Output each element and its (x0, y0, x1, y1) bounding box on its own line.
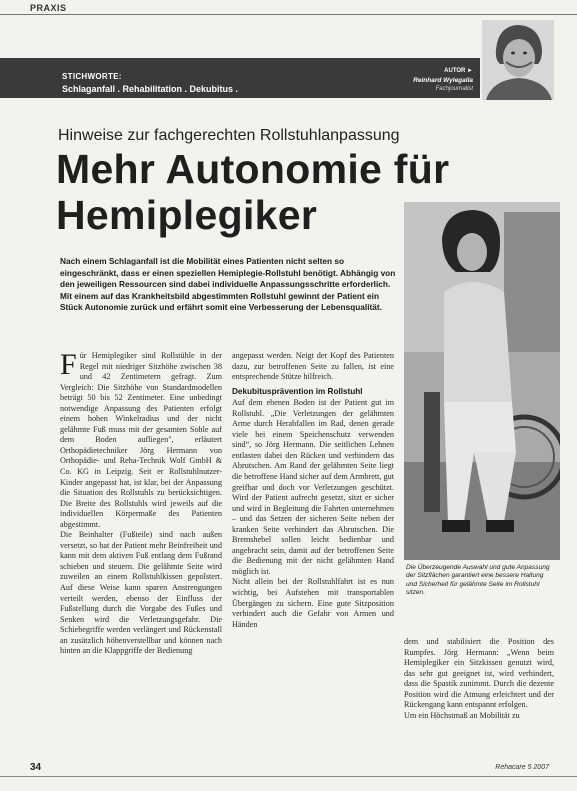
paragraph: dem und stabilisiert die Position des Rumpfes. Jörg Hermann: „Wenn beim Hemiplegiker ein Sitzkissen genutzt wird, das sehr gut geeignet ist, wird verhindert, dass die Spastik zunimmt. Durch die dezente Position wird die Atmung erleichtert und der Rückengang kann entspannt erfolgen. (404, 637, 554, 710)
paragraph: Die Beinhalter (Fußteile) sind nach außen versetzt, so hat der Patient mehr Beinfreiheit und kann mit dem aktiven Fuß entlang dem Fußrand schieben und steuern. Die gelähmte Seite wird zuweilen an einem Rollstuhlkissen gepolstert. Auf diese Weise kann sparen Anstrengungen verteilt werden, ebenso der Einfluss der Fußstellung durch die Vorgabe des Fußes und Senken wird die Verletzungsgefahr. Die Schiebegriffe werden verlängert und Rückenstall an zusätzlich höhenverstellbar und können nach hinten an die Klappgriffe der Bedienung (60, 530, 222, 656)
body-column-3 (404, 637, 554, 721)
photo-caption: Die Überzeugende Auswahl und gute Anpassung der Sitzflächen garantiert eine bessere Haltung und Sicherheit für gelähmte Seite im Rollstuhl sitzen. (406, 564, 550, 597)
author-label: AUTOR ► (444, 68, 473, 74)
author-role: Fachjournalist (435, 86, 473, 92)
paragraph (60, 348, 222, 530)
headline-line-1: Mehr Autonomie für (56, 146, 450, 192)
paragraph: angepasst werden. Neigt der Kopf des Patienten dazu, zur betroffenen Seite zu fallen, ist eine entsprechende Stütze hilfreich. (232, 351, 394, 382)
body-column-2 (232, 351, 394, 630)
page-number: 34 (30, 762, 42, 773)
body-column-1 (60, 348, 222, 657)
keywords-title: STICHWORTE: (62, 72, 122, 81)
section-label: PRAXIS (30, 3, 67, 13)
subheading: Dekubitusprävention im Rollstuhl (232, 386, 363, 396)
paragraph-text: ür Hemiplegiker sind Rollstühle in der Regel mit niedriger Sitzhöhe zwischen 38 und 42 Zentimetern gefragt. Zum Vergleich: Die Sitzhöhe von Standardmodellen beträgt 50 bis 52 Zentimeter. Eine unbedingt notwendige Anpassung des Patienten erfolgt einem hohen Winkelradius und der nicht gelähmte Fuß muss mit der gesamten Sohle auf dem Boden aufliegen", erläutert Orthopädietechniker Jörg Hermann von Orthopädie- und Reha-Technik Wolf GmbH & Co. KG in Leipzig. Seit er Rollstuhlnutzer-Kinder angepasst hat, ist klar, bei der Anpassung die Situation des Rollstuhls zu berücksichtigen. Die Breite des Rollstuhls wird jeweils auf die individuellen Körpermaße des Patienten abgestimmt. (60, 351, 222, 529)
issue-info: Rehacare 5 2007 (495, 764, 549, 771)
article-kicker: Hinweise zur fachgerechten Rollstuhlanpassung (58, 127, 400, 144)
paragraph: Auf dem ebenen Boden ist der Patient gut im Rollstuhl. „Die Verletzungen der gelähmten Arme durch Herabfallen im Rad, denen gerade viele bei einem Speichenschutz verwenden sind“, so Jörg Hermann. Die seitlichen Lehnen entlasten dabei den Rücken und verhindern das Abrutschen. Am Rand der gelähmten Seite liegt die betroffene Hand sicher auf dem Armbrett, gut greifbar und doch vor Verletzungen geschützt. Wird der Patient aufrecht gesetzt, sitzt er sicher und wird in Begleitung die Fahrten unternehmen – und das Setzen der sicheren Seite neben der kranken Seite verhindert das Abrutschen. Die Bremshebel sollen leicht bedienbar und angebracht sein, damit auf der betroffenen Seite die Bedienung mit der nicht gelähmten Hand möglich ist. (232, 398, 394, 576)
bottom-rule (0, 776, 577, 777)
author-portrait (482, 20, 554, 100)
paragraph: Um ein Höchstmaß an Mobilität zu (404, 710, 520, 720)
article-lead: Nach einem Schlaganfall ist die Mobilität eines Patienten nicht selten so eingeschränkt, dass er einen speziellen Hemiplegie-Rollstuhl benötigt. Abhängig von den jeweiligen Ressourcen sind dabei individuelle Anpassungsschritte erforderlich. Mit einem auf das Krankheitsbild abgestimmten Rollstuhl gewinnt der Patient ein Stück Autonomie zurück und erfährt somit eine Verbesserung der Lebensqualität. (60, 256, 396, 313)
paragraph: Nicht allein bei der Rollstuhlfahrt ist es nun wichtig, bei Aufstehen mit transportablen Übergängen zu sichern. Eine gute Sitzposition verhindert auch die Gefahr von Armen und Händen (232, 577, 394, 629)
author-name: Reinhard Wylegalla (413, 77, 473, 84)
article-headline (56, 146, 449, 238)
top-rule (0, 14, 577, 15)
keywords-list: Schlaganfall . Rehabilitation . Dekubitus . (62, 84, 239, 94)
headline-line-2: Hemiplegiker (56, 192, 318, 238)
article-photo (404, 202, 560, 560)
drop-cap: F (60, 348, 77, 381)
